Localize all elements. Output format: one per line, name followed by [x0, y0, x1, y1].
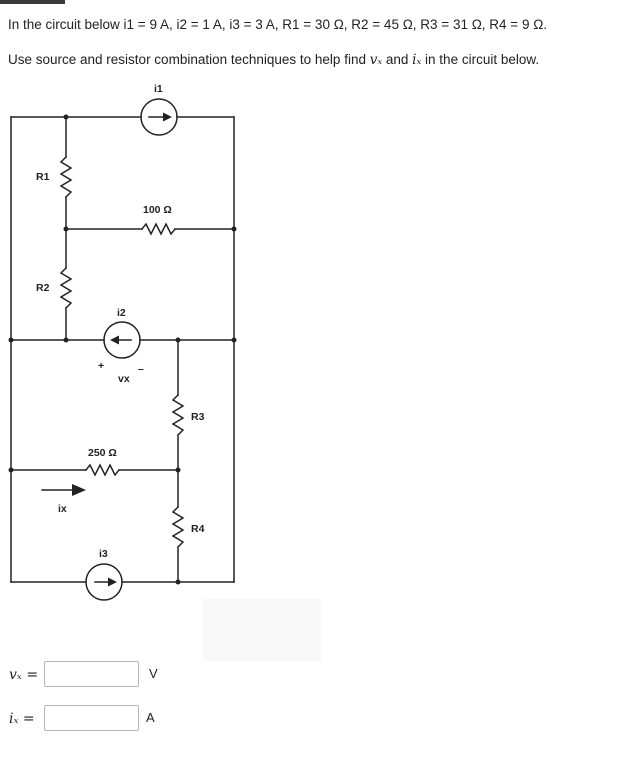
label-r4: R4 — [191, 523, 205, 535]
resistor-250 — [86, 465, 119, 475]
answer-vx-label — [9, 666, 38, 683]
node — [64, 338, 69, 343]
label-r2: R2 — [36, 282, 50, 294]
placeholder-panel — [203, 599, 321, 661]
node — [232, 338, 237, 343]
node — [176, 338, 181, 343]
top-accent-bar — [0, 0, 65, 4]
vx-input[interactable] — [44, 661, 139, 687]
resistor-r3 — [173, 395, 183, 435]
resistor-r4 — [173, 507, 183, 547]
ix-unit: A — [146, 710, 155, 725]
label-vx: vx — [118, 373, 130, 385]
resistor-r1 — [61, 157, 71, 197]
problem-givens: In the circuit below i1 = 9 A, i2 = 1 A, i3 = 3 A, R1 = 30 Ω, R2 = 45 Ω, R3 = 31 Ω, R4 = 9 Ω. — [8, 17, 548, 32]
label-i1: i1 — [154, 83, 163, 95]
i1-arrow-head — [163, 113, 172, 122]
i2-arrow-head — [110, 336, 119, 345]
answer-ix-label — [9, 710, 35, 727]
label-i3: i3 — [99, 548, 108, 560]
resistor-r2 — [61, 268, 71, 308]
answer-ix-symbol: iₓ = — [9, 711, 35, 727]
instruction-prefix: Use source and resistor combination techniques to help find — [8, 52, 370, 67]
i3-arrow-head — [108, 578, 117, 587]
node — [176, 468, 181, 473]
ix-input[interactable] — [44, 705, 139, 731]
node — [9, 338, 14, 343]
label-i2: i2 — [117, 307, 126, 319]
circuit-diagram — [0, 70, 260, 610]
node — [232, 227, 237, 232]
var-vx: vₓ — [369, 52, 383, 68]
node — [64, 115, 69, 120]
vx-unit: V — [149, 666, 158, 681]
answer-vx-symbol: vₓ = — [9, 667, 39, 683]
node — [176, 580, 181, 585]
label-250-ohm: 250 Ω — [88, 447, 117, 459]
label-ix: ix — [58, 503, 67, 515]
resistor-100 — [142, 224, 175, 234]
problem-instruction — [8, 52, 539, 68]
label-r3: R3 — [191, 411, 205, 423]
instruction-and: and — [382, 52, 413, 67]
label-100-ohm: 100 Ω — [143, 204, 172, 216]
node — [64, 227, 69, 232]
label-plus: + — [98, 360, 105, 372]
instruction-suffix: in the circuit below. — [421, 52, 540, 67]
ix-arrow-head — [72, 484, 86, 496]
label-minus: – — [138, 363, 144, 375]
var-ix: iₓ — [412, 52, 422, 68]
node — [9, 468, 14, 473]
label-r1: R1 — [36, 171, 50, 183]
